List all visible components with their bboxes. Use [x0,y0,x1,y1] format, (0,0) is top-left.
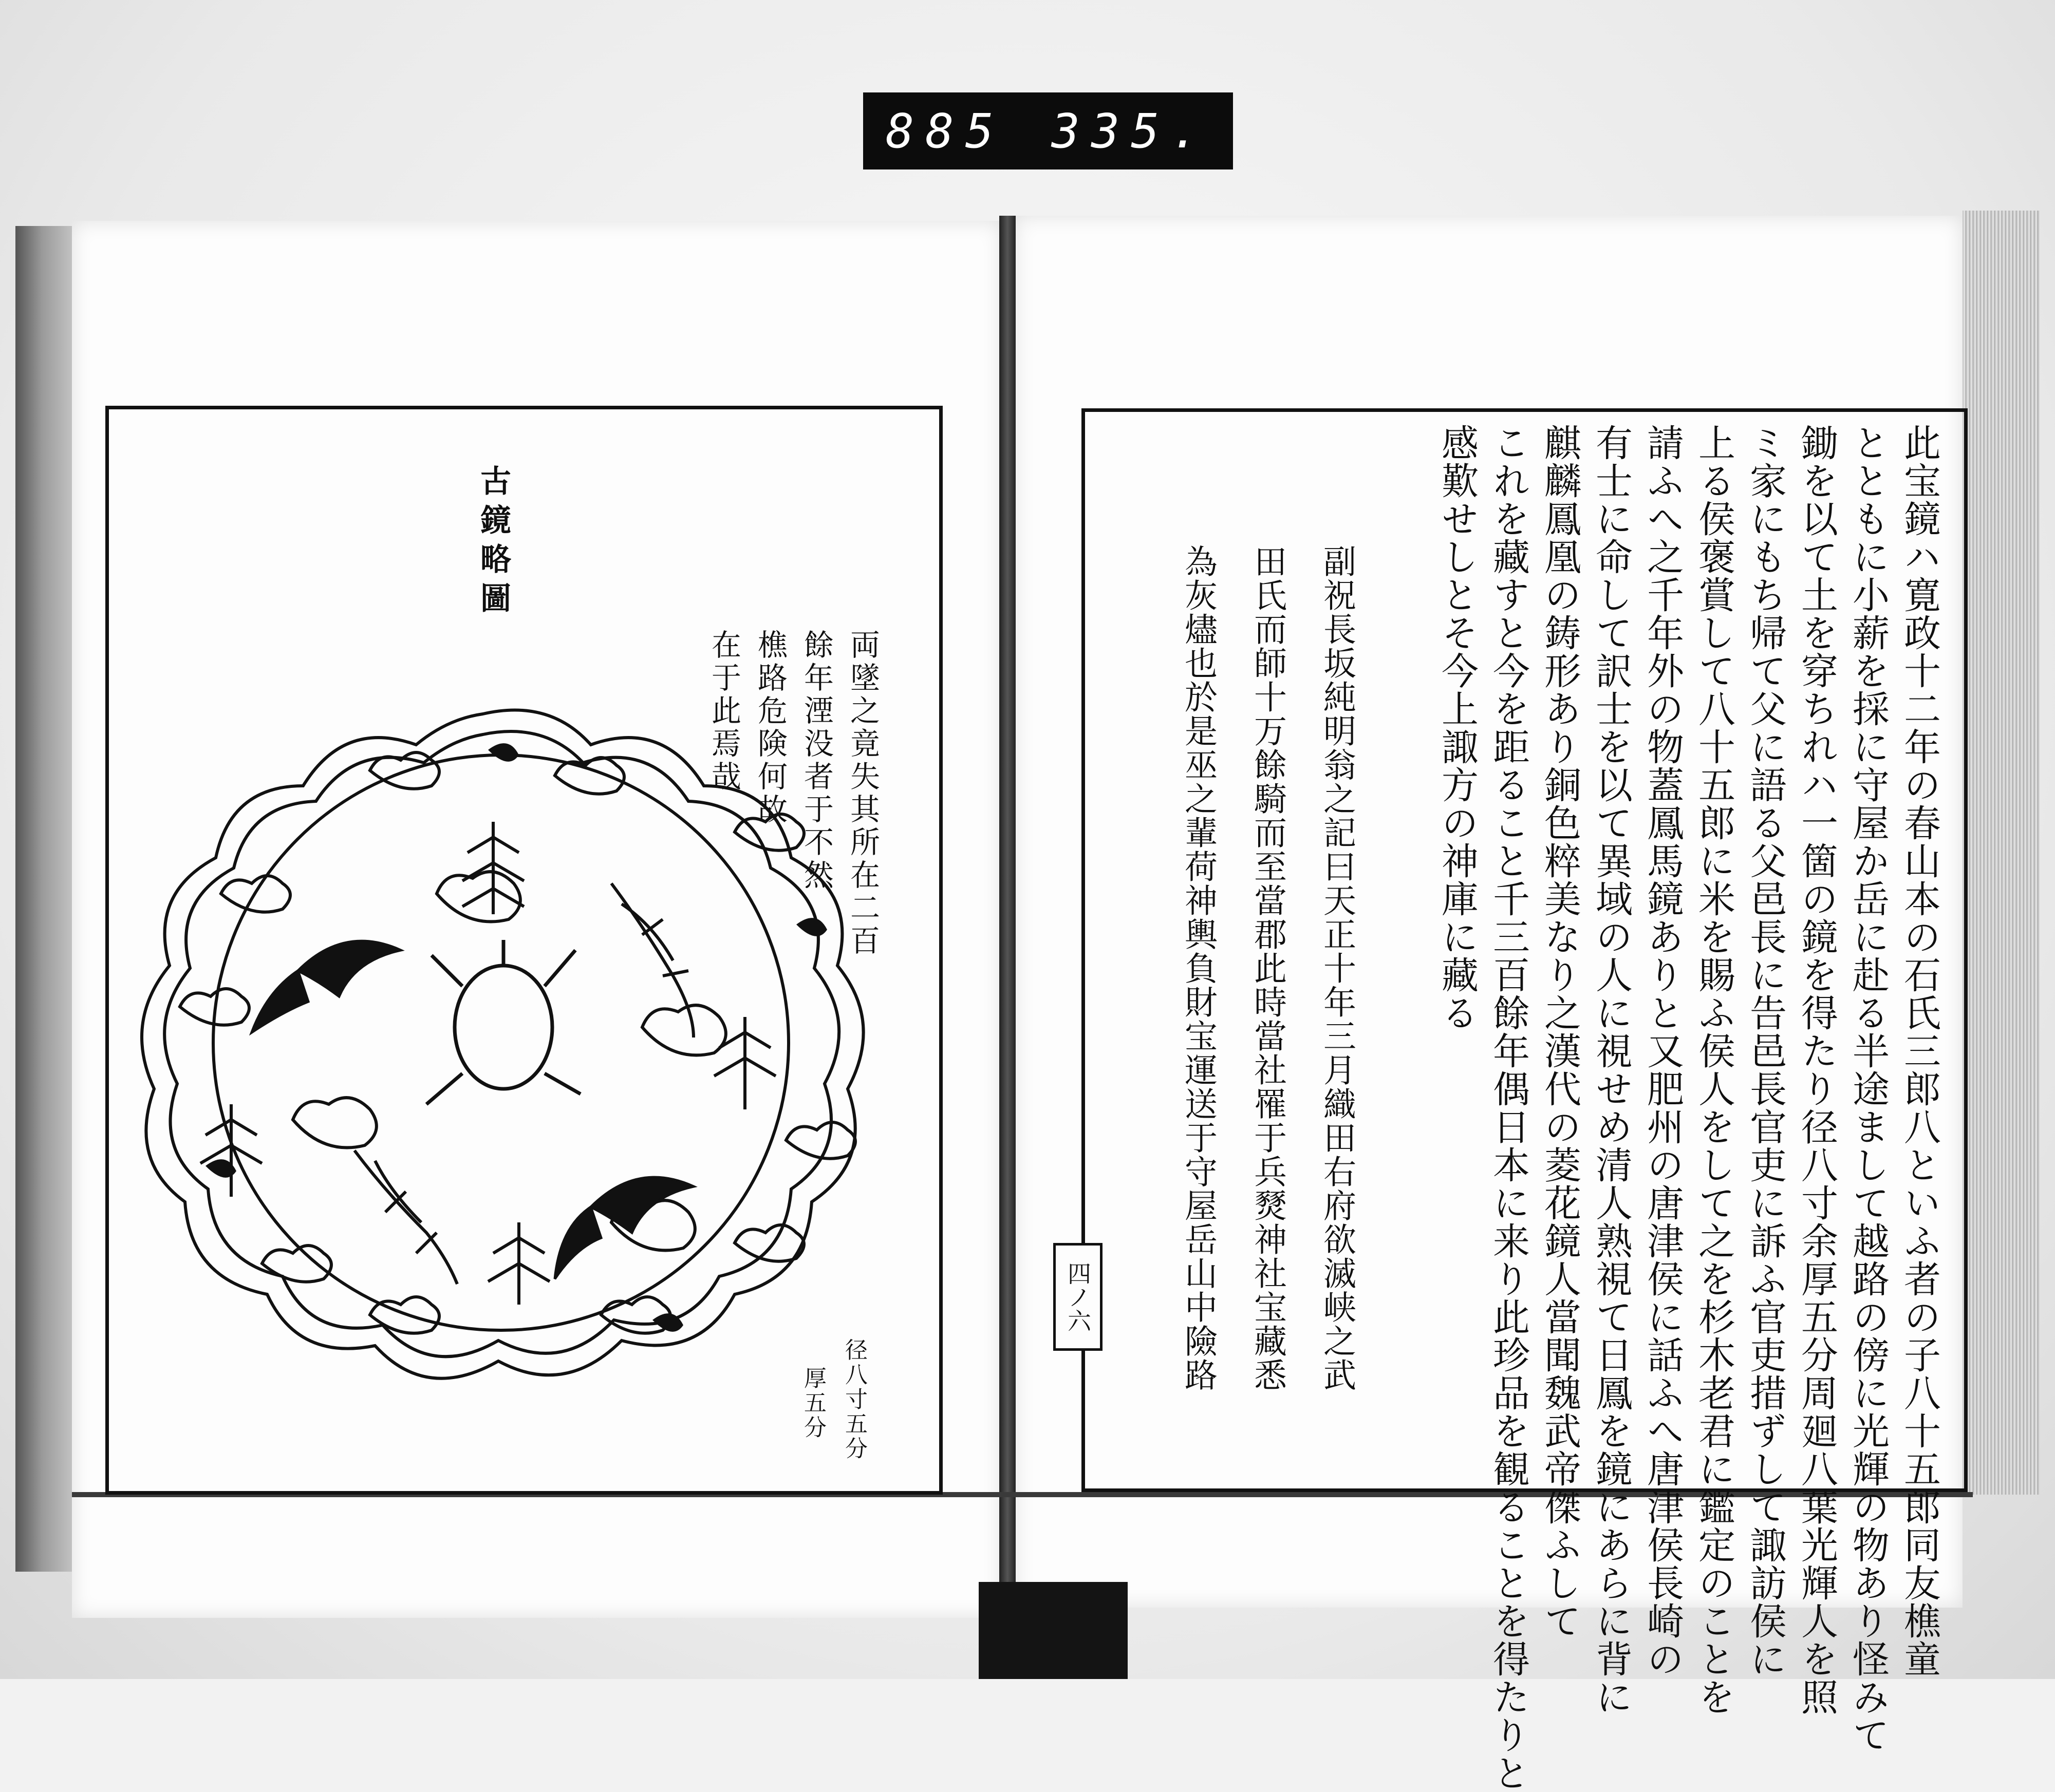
mirror-outer-rim [142,710,864,1379]
text-column-9: これを藏すと今を距ること千三百餘年偶日本に来り此珍品を観ることを得たりと [1487,424,1530,1792]
book-edge-right [1963,211,2040,1495]
dimension-diameter: 径八寸五分 [841,1338,867,1461]
dimension-thickness: 厚五分 [800,1366,826,1440]
bottom-shadow [979,1582,1128,1679]
text-column-6: 請ふへ之千年外の物蓋鳳馬鏡ありと又肥州の唐津侯に話ふへ唐津侯長崎の [1641,424,1684,1678]
text-column-11: 副祝長坂純明翁之記曰天正十年三月織田右府欲滅峡之武 [1318,544,1356,1392]
mirror-illustration [128,699,899,1418]
text-column-2: とともに小薪を採に守屋か岳に赴る半途まして越路の傍に光輝の物あり怪みて [1846,424,1890,1754]
phoenix-motifs [252,941,694,1279]
text-column-10: 感歎せしとそ今上諏方の神庫に藏る [1435,424,1479,1032]
figure-title: 古鏡略圖 [475,465,511,621]
note-column-4: 在于此焉哉 [706,629,741,794]
call-number-right: 335. [1051,103,1210,159]
text-column-7: 有士に命して訳士を以て異域の人に視せめ清人熟視て日鳳を鏡にあらに背に [1590,424,1633,1716]
text-column-3: 鋤を以て土を穿ちれハ一箇の鏡を得たり径八寸余厚五分周廻八葉光輝人を照 [1795,424,1838,1716]
note-column-1: 両墜之竟失其所在二百 [845,629,880,958]
text-column-12: 田氏而師十万餘騎而至當郡此時當社罹于兵燹神社宝藏悉 [1248,544,1286,1392]
text-column-4: ミ家にもち帰て父に語る父邑長に告邑長官吏に訴ふ官吏措ずして諏訪侯に [1744,424,1787,1678]
tree-motifs [200,822,776,1305]
page-number: 四ノ六 [1053,1243,1103,1351]
text-column-1: 此宝鏡ハ寛政十二年の春山本の石氏三郎八といふ者の子八十五郎同友樵童 [1898,424,1941,1678]
call-number-left: 885 [886,103,1005,159]
mirror-central-knob [426,940,581,1104]
text-column-5: 上る侯褒賞して八十五郎に米を賜ふ侯人をして之を杉木老君に鑑定のことを [1692,424,1735,1716]
text-column-8: 麒麟鳳凰の鋳形あり銅色粹美なり之漢代の菱花鏡人當聞魏武帝傑ふして [1538,424,1581,1640]
text-column-13: 為灰燼也於是巫之輩荷神輿負財宝運送于守屋岳山中險路 [1179,544,1217,1392]
book-gutter [999,216,1016,1613]
note-column-2: 餘年湮没者于不然 [799,629,834,892]
note-column-3: 樵路危険何故 [753,629,788,826]
call-number-label [863,92,1233,169]
